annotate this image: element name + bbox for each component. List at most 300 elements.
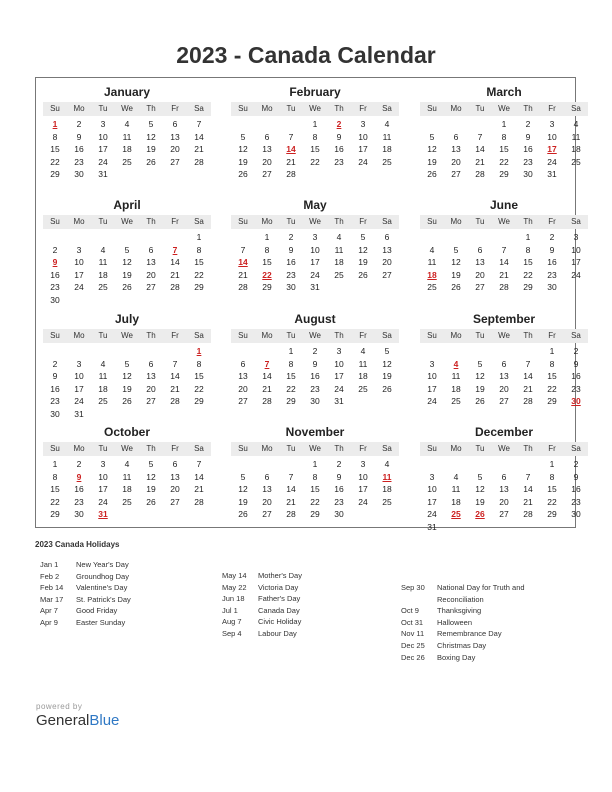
day-cell: 6	[172, 119, 178, 129]
day-cell: 17	[427, 496, 437, 507]
holiday-day: 14	[286, 144, 296, 155]
day-cell: 29	[499, 169, 509, 180]
holiday-date: Mar 17	[40, 594, 64, 604]
empty-day	[420, 345, 444, 358]
day-cell: 11	[571, 131, 581, 142]
day-cell: 13	[238, 371, 248, 382]
day-cell: 8	[52, 131, 58, 142]
day-cell: 22	[310, 496, 320, 507]
holiday-name: Thanksgiving	[437, 606, 482, 616]
weekday-label: We	[121, 331, 133, 340]
day-cell: 22	[194, 269, 204, 280]
days-grid	[43, 458, 211, 521]
month-april	[43, 196, 211, 307]
days-grid	[420, 458, 588, 534]
day-cell: 26	[382, 383, 392, 394]
empty-day	[444, 118, 468, 131]
holiday-day: 2	[336, 119, 342, 129]
weekday-header	[43, 215, 211, 229]
day-cell: 4	[384, 459, 390, 469]
day-cell: 3	[360, 119, 366, 129]
holiday-day: 26	[475, 509, 485, 520]
day-cell: 4	[453, 471, 459, 482]
weekday-label: Sa	[571, 217, 581, 226]
day-cell: 2	[76, 459, 82, 469]
day-cell: 27	[499, 396, 509, 407]
holiday-row	[222, 628, 402, 640]
day-cell: 7	[525, 358, 531, 369]
holiday-date: May 22	[222, 582, 247, 592]
day-cell: 13	[382, 244, 392, 255]
weekday-label: Tu	[475, 331, 485, 340]
empty-day	[420, 231, 444, 244]
weekday-label: Th	[334, 217, 344, 226]
holiday-date: Apr 7	[40, 606, 58, 616]
day-cell: 3	[429, 471, 435, 482]
holiday-name: Boxing Day	[437, 652, 476, 662]
day-cell: 1	[312, 459, 318, 469]
empty-day	[420, 118, 444, 131]
day-cell: 8	[525, 244, 531, 255]
holiday-row	[222, 605, 402, 617]
day-cell: 6	[148, 244, 154, 255]
day-cell: 16	[286, 257, 296, 268]
day-cell: 13	[262, 484, 272, 495]
day-cell: 11	[382, 131, 392, 142]
day-cell: 9	[76, 131, 82, 142]
day-cell: 24	[98, 496, 108, 507]
day-cell: 30	[74, 169, 84, 180]
day-cell: 23	[334, 496, 344, 507]
weekday-label: Mo	[261, 331, 273, 340]
day-cell: 23	[74, 156, 84, 167]
day-cell: 16	[74, 144, 84, 155]
holidays-heading: 2023 Canada Holidays	[35, 540, 120, 549]
holiday-row	[40, 559, 220, 571]
day-cell: 10	[74, 371, 84, 382]
day-cell: 7	[525, 471, 531, 482]
weekday-label: We	[498, 444, 510, 453]
day-cell: 17	[310, 257, 320, 268]
day-cell: 8	[549, 358, 555, 369]
day-cell: 10	[358, 131, 368, 142]
day-cell: 10	[358, 471, 368, 482]
weekday-label: Mo	[450, 331, 462, 340]
day-cell: 7	[196, 119, 202, 129]
day-cell: 6	[264, 471, 270, 482]
day-cell: 6	[172, 459, 178, 469]
day-cell: 18	[382, 484, 392, 495]
day-cell: 12	[238, 484, 248, 495]
day-cell: 20	[499, 383, 509, 394]
month-august	[231, 310, 399, 408]
holiday-day: 25	[451, 509, 461, 520]
day-cell: 30	[523, 169, 533, 180]
day-cell: 2	[312, 346, 318, 356]
day-cell: 19	[146, 484, 156, 495]
day-cell: 16	[571, 371, 581, 382]
day-cell: 5	[384, 346, 390, 356]
day-cell: 2	[76, 119, 82, 129]
month-name: February	[289, 85, 341, 99]
day-cell: 21	[194, 484, 204, 495]
weekday-label: Mo	[261, 217, 273, 226]
weekday-label: Tu	[475, 104, 485, 113]
day-cell: 23	[547, 269, 557, 280]
day-cell: 5	[240, 471, 246, 482]
holiday-column	[40, 559, 220, 629]
day-cell: 25	[122, 496, 132, 507]
holiday-day: 1	[52, 119, 58, 129]
day-cell: 9	[336, 131, 342, 142]
weekday-label: Sa	[571, 444, 581, 453]
brand-logo[interactable]	[36, 712, 119, 729]
weekday-label: We	[121, 217, 133, 226]
month-name: January	[103, 85, 151, 99]
day-cell: 16	[334, 484, 344, 495]
day-cell: 10	[427, 484, 437, 495]
day-cell: 20	[262, 156, 272, 167]
empty-day	[444, 458, 468, 471]
empty-day	[279, 458, 303, 471]
weekday-label: Sa	[382, 331, 392, 340]
day-cell: 5	[360, 232, 366, 242]
day-cell: 27	[146, 396, 156, 407]
weekday-label: Tu	[286, 331, 296, 340]
empty-day	[139, 345, 163, 358]
day-cell: 25	[98, 282, 108, 293]
day-cell: 4	[573, 119, 579, 129]
day-cell: 5	[124, 244, 130, 255]
day-cell: 11	[358, 358, 368, 369]
holiday-name: Good Friday	[76, 606, 118, 616]
day-cell: 26	[238, 169, 248, 180]
month-december	[420, 423, 588, 534]
day-cell: 23	[50, 396, 60, 407]
day-cell: 21	[170, 383, 180, 394]
day-cell: 8	[264, 244, 270, 255]
day-cell: 5	[240, 131, 246, 142]
weekday-label: We	[309, 331, 321, 340]
weekday-label: Tu	[475, 217, 485, 226]
holiday-name: Christmas Day	[437, 640, 487, 650]
empty-day	[516, 458, 540, 471]
day-cell: 24	[547, 156, 557, 167]
day-cell: 14	[475, 144, 485, 155]
days-grid	[231, 345, 399, 408]
day-cell: 19	[238, 156, 248, 167]
day-cell: 28	[170, 282, 180, 293]
day-cell: 5	[453, 244, 459, 255]
day-cell: 28	[194, 496, 204, 507]
weekday-label: Sa	[382, 444, 392, 453]
day-cell: 18	[571, 144, 581, 155]
holiday-day: 4	[453, 358, 459, 369]
weekday-label: Tu	[98, 104, 108, 113]
weekday-label: Fr	[171, 217, 179, 226]
day-cell: 3	[360, 459, 366, 469]
weekday-header	[420, 215, 588, 229]
day-cell: 14	[194, 131, 204, 142]
day-cell: 21	[286, 496, 296, 507]
day-cell: 21	[262, 383, 272, 394]
day-cell: 29	[547, 396, 557, 407]
holiday-day: 7	[172, 244, 178, 255]
day-cell: 31	[334, 396, 344, 407]
day-cell: 4	[100, 244, 106, 255]
day-cell: 17	[74, 383, 84, 394]
day-cell: 10	[571, 244, 581, 255]
day-cell: 3	[100, 119, 106, 129]
day-cell: 31	[310, 282, 320, 293]
day-cell: 13	[146, 371, 156, 382]
day-cell: 20	[382, 257, 392, 268]
empty-day	[43, 345, 67, 358]
day-cell: 27	[262, 169, 272, 180]
day-cell: 22	[547, 496, 557, 507]
days-grid	[420, 345, 588, 408]
day-cell: 26	[122, 396, 132, 407]
day-cell: 10	[98, 131, 108, 142]
day-cell: 9	[312, 358, 318, 369]
month-name: August	[294, 312, 336, 326]
day-cell: 15	[547, 371, 557, 382]
day-cell: 6	[148, 358, 154, 369]
day-cell: 17	[358, 144, 368, 155]
day-cell: 27	[146, 282, 156, 293]
day-cell: 1	[196, 232, 202, 242]
days-grid	[231, 118, 399, 181]
day-cell: 23	[334, 156, 344, 167]
day-cell: 12	[146, 131, 156, 142]
day-cell: 8	[288, 358, 294, 369]
day-cell: 2	[525, 119, 531, 129]
day-cell: 18	[98, 383, 108, 394]
day-cell: 29	[523, 282, 533, 293]
day-cell: 12	[475, 484, 485, 495]
day-cell: 19	[358, 257, 368, 268]
day-cell: 11	[122, 131, 132, 142]
day-cell: 30	[286, 282, 296, 293]
day-cell: 12	[358, 244, 368, 255]
day-cell: 14	[262, 371, 272, 382]
day-cell: 19	[122, 383, 132, 394]
weekday-label: Th	[334, 104, 344, 113]
day-cell: 13	[262, 144, 272, 155]
holiday-row	[222, 570, 402, 582]
day-cell: 31	[98, 169, 108, 180]
day-cell: 24	[427, 509, 437, 520]
month-january	[43, 83, 211, 181]
weekday-label: Fr	[548, 331, 556, 340]
day-cell: 8	[549, 471, 555, 482]
day-cell: 24	[358, 496, 368, 507]
day-cell: 5	[148, 119, 154, 129]
day-cell: 15	[286, 371, 296, 382]
weekday-label: Su	[50, 331, 60, 340]
month-october	[43, 423, 211, 521]
weekday-label: We	[121, 104, 133, 113]
day-cell: 15	[523, 257, 533, 268]
weekday-label: Sa	[194, 217, 204, 226]
day-cell: 7	[477, 131, 483, 142]
day-cell: 10	[310, 244, 320, 255]
empty-day	[255, 458, 279, 471]
day-cell: 30	[50, 408, 60, 419]
day-cell: 17	[334, 371, 344, 382]
brand-name-part2: Blue	[89, 712, 120, 729]
holiday-date: Aug 7	[222, 617, 242, 627]
day-cell: 21	[523, 383, 533, 394]
empty-day	[231, 458, 255, 471]
day-cell: 15	[194, 371, 204, 382]
day-cell: 11	[98, 371, 108, 382]
empty-day	[139, 231, 163, 244]
empty-day	[67, 345, 91, 358]
day-cell: 20	[451, 156, 461, 167]
holiday-date: Jul 1	[222, 605, 238, 615]
holiday-row	[401, 594, 581, 606]
day-cell: 16	[74, 484, 84, 495]
holiday-column	[401, 582, 581, 663]
day-cell: 8	[196, 358, 202, 369]
holiday-day: 1	[196, 346, 202, 356]
month-name: April	[113, 198, 141, 212]
holiday-row	[40, 582, 220, 594]
day-cell: 13	[499, 371, 509, 382]
day-cell: 28	[262, 396, 272, 407]
holiday-name: St. Patrick's Day	[76, 594, 131, 604]
empty-day	[420, 458, 444, 471]
day-cell: 17	[427, 383, 437, 394]
days-grid	[43, 345, 211, 421]
day-cell: 28	[475, 169, 485, 180]
day-cell: 30	[50, 294, 60, 305]
day-cell: 22	[286, 383, 296, 394]
empty-day	[163, 345, 187, 358]
day-cell: 25	[98, 396, 108, 407]
weekday-header	[420, 102, 588, 116]
holiday-row	[401, 640, 581, 652]
day-cell: 28	[286, 509, 296, 520]
day-cell: 26	[238, 509, 248, 520]
day-cell: 25	[427, 282, 437, 293]
day-cell: 1	[549, 459, 555, 469]
day-cell: 18	[122, 144, 132, 155]
weekday-label: Th	[523, 444, 533, 453]
day-cell: 19	[475, 496, 485, 507]
holiday-date: May 14	[222, 571, 247, 580]
day-cell: 6	[384, 232, 390, 242]
holiday-date: Dec 26	[401, 652, 425, 662]
holiday-name: Easter Sunday	[76, 617, 126, 627]
day-cell: 17	[571, 257, 581, 268]
holiday-column	[222, 570, 402, 640]
day-cell: 27	[262, 509, 272, 520]
month-name: March	[486, 85, 522, 99]
weekday-label: Su	[238, 217, 248, 226]
day-cell: 16	[50, 269, 60, 280]
day-cell: 21	[194, 144, 204, 155]
day-cell: 12	[146, 471, 156, 482]
day-cell: 3	[336, 346, 342, 356]
days-grid	[420, 118, 588, 181]
day-cell: 4	[124, 459, 130, 469]
day-cell: 8	[501, 131, 507, 142]
day-cell: 25	[358, 383, 368, 394]
day-cell: 25	[571, 156, 581, 167]
day-cell: 12	[382, 358, 392, 369]
day-cell: 18	[358, 371, 368, 382]
weekday-header	[231, 329, 399, 343]
day-cell: 28	[170, 396, 180, 407]
month-september	[420, 310, 588, 408]
days-grid	[231, 458, 399, 521]
holiday-name: Halloween	[437, 617, 473, 627]
day-cell: 13	[170, 471, 180, 482]
weekday-label: Su	[427, 444, 437, 453]
weekday-label: Fr	[171, 104, 179, 113]
weekday-label: Fr	[359, 331, 367, 340]
holiday-date: Jan 1	[40, 560, 59, 569]
day-cell: 22	[310, 156, 320, 167]
day-cell: 19	[146, 144, 156, 155]
day-cell: 9	[52, 371, 58, 382]
holiday-day: 22	[262, 269, 272, 280]
day-cell: 30	[334, 509, 344, 520]
holiday-name: Father's Day	[258, 594, 301, 604]
day-cell: 24	[334, 383, 344, 394]
day-cell: 9	[288, 244, 294, 255]
day-cell: 5	[148, 459, 154, 469]
weekday-label: Su	[50, 444, 60, 453]
day-cell: 4	[336, 232, 342, 242]
day-cell: 7	[501, 244, 507, 255]
weekday-header	[231, 215, 399, 229]
weekday-label: Th	[146, 444, 156, 453]
holiday-date: Feb 14	[40, 583, 64, 593]
day-cell: 26	[358, 269, 368, 280]
month-name: October	[103, 425, 150, 439]
holiday-row	[401, 617, 581, 629]
day-cell: 25	[382, 156, 392, 167]
day-cell: 27	[170, 496, 180, 507]
day-cell: 23	[571, 383, 581, 394]
day-cell: 31	[427, 521, 437, 532]
day-cell: 16	[310, 371, 320, 382]
day-cell: 22	[523, 269, 533, 280]
weekday-label: Mo	[73, 217, 85, 226]
day-cell: 1	[312, 119, 318, 129]
holiday-name: Victoria Day	[258, 582, 299, 592]
day-cell: 6	[453, 131, 459, 142]
day-cell: 29	[50, 169, 60, 180]
holiday-name: Valentine's Day	[76, 583, 128, 593]
day-cell: 21	[523, 496, 533, 507]
day-cell: 14	[499, 257, 509, 268]
day-cell: 21	[286, 156, 296, 167]
holiday-row	[401, 652, 581, 664]
day-cell: 7	[288, 471, 294, 482]
holiday-date: Jun 18	[222, 594, 245, 604]
day-cell: 27	[382, 269, 392, 280]
day-cell: 12	[122, 371, 132, 382]
day-cell: 22	[547, 383, 557, 394]
day-cell: 27	[475, 282, 485, 293]
day-cell: 22	[50, 496, 60, 507]
weekday-label: Tu	[286, 104, 296, 113]
holiday-day: 18	[427, 269, 437, 280]
